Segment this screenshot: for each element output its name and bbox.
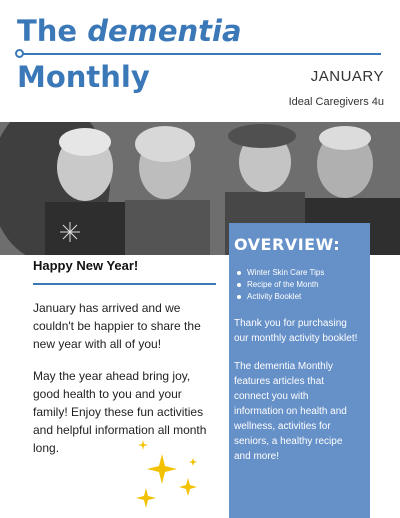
newsletter-description: The dementia Monthly features articles that connect you with information on health and wellness, activities for seniors, a healthy recipe and more! [234,361,347,462]
overview-sidebar [229,223,370,518]
overview-list [237,267,360,303]
title-prefix: The [17,14,78,48]
overview-item-label: Winter Skin Care Tips [247,268,325,277]
bullet-icon [237,295,241,299]
overview-list-item [237,279,360,291]
newsletter-title [17,14,242,48]
newsletter-title-line2: Monthly [17,60,150,94]
issue-month: JANUARY [310,68,384,85]
sparkles-icon [120,438,210,518]
article-heading: Happy New Year! [33,258,139,273]
organization-name: Ideal Caregivers 4u [288,96,384,108]
thank-you-text: Thank you for purchasing our monthly activity booklet! [234,318,358,344]
overview-list-item [237,267,360,279]
article-divider [33,283,216,285]
bullet-icon [237,271,241,275]
article-paragraph: January has arrived and we couldn't be happier to share the new year with all of you! [33,301,201,351]
overview-heading: OVERVIEW: [234,235,341,254]
article-paragraph: May the year ahead bring joy, good health to you and your family! Enjoy these fun activities and helpful information all month long. [33,369,207,455]
title-script-word: dementia [87,14,242,48]
overview-list-item [237,291,360,303]
bullet-icon [237,283,241,287]
main-article [33,258,218,457]
title-divider [21,53,381,55]
title-divider-dot [15,49,24,58]
overview-item-label: Activity Booklet [247,292,302,301]
overview-item-label: Recipe of the Month [247,280,319,289]
